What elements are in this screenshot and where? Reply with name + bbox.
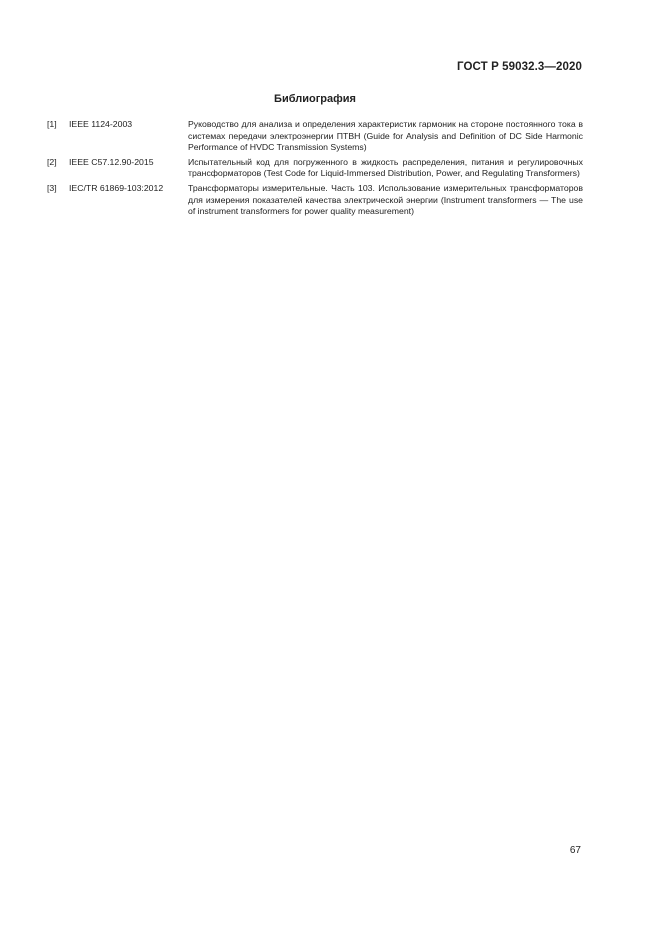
bibliography-entry [47,157,583,180]
entry-number: [3] [47,182,57,193]
entry-standard-code: IEEE C57.12.90-2015 [69,156,154,167]
bibliography-list [47,119,583,221]
entry-standard-code: IEC/TR 61869-103:2012 [69,182,164,193]
bibliography-entry [47,119,583,154]
document-standard-id: ГОСТ Р 59032.3—2020 [457,61,582,73]
entry-number: [1] [47,119,57,129]
bibliography-entry [47,183,583,218]
section-title: Библиография [274,93,356,105]
entry-standard-code: IEEE 1124-2003 [69,119,133,129]
entry-description: Трансформаторы измерительные. Часть 103. Использование измерительных трансформаторов для измерения показателей качества электрической энергии (Instrument transformers — The use of instrument transformers for power quality measurement) [188,182,583,217]
entry-description: Руководство для анализа и определения характеристик гармоник на стороне постоянного тока в системах передачи электроэнергии ПТВН (Guide for Analysis and Definition of DC Side Harmonic Performance of HVDC Transmission Systems) [188,119,583,153]
entry-number: [2] [47,156,57,167]
entry-description: Испытательный код для погруженного в жидкость распределения, питания и регулировочных трансформаторов (Test Code for Liquid-Immersed Distribution, Power, and Regulating Transformers) [188,156,583,179]
page-number: 67 [569,845,581,856]
